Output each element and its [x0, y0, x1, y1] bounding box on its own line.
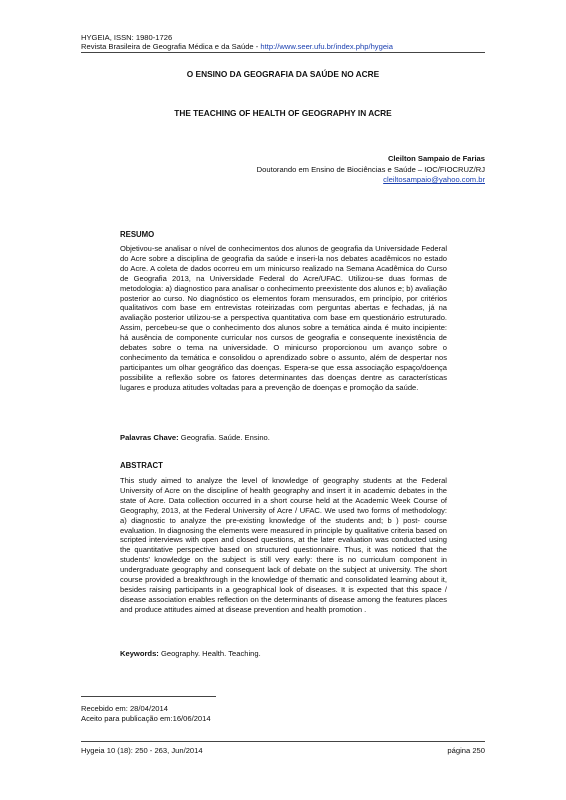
journal-name: HYGEIA, ISSN: 1980-1726 [81, 33, 173, 42]
palavras-chave-values: Geografia. Saúde. Ensino. [178, 433, 270, 442]
resumo-text: Objetivou-se analisar o nível de conhecimentos dos alunos de geografia da Universidade Federal do Acre sobre a disciplina de geografia da saúde e inseri-la nos debates acadêmicos no estado do Acre. A coleta de dados ocorreu em um minicurso realizado na Semana Acadêmica do Curso de Geografia 2013, na Universidade Federal do Acre/UFAC. Utilizou-se duas formas de metodologia: a) diagnostico para analisar o conhecimento preexistente dos alunos e; b) avaliação posterior ao curso. No diagnóstico os elementos foram mensurados, em princípio, por critérios qualitativos com base em entrevistas roteirizadas com perguntas abertas e fechadas, já na avaliação posterior utilizou-se a perspectiva quantitativa com base em questionário estruturado. Assim, percebeu-se que o conhecimento dos alunos sobre a temática ainda é muito incipiente: há ausência de componente curricular nos cursos de geografia e consequente inexistência de debates sobre o tema na universidade. O minicurso proporcionou um avanço sobre o conhecimento da temática e consolidou o aprendizado sobre o assunto, além de despertar nos participantes um olhar geográfico das doenças. Espera-se que essa associação espaço/doença possibilite a reflexão sobre os fatores determinantes das doenças dentre as características lugares e produza atitudes voltadas para a prevenção de doenças e promoção da saúde. [120, 244, 447, 392]
title-english: THE TEACHING OF HEALTH OF GEOGRAPHY IN ACRE [174, 108, 392, 118]
palavras-chave-label: Palavras Chave: [120, 433, 179, 442]
page-number: página 250 [447, 746, 485, 755]
received-date: Recebido em: 28/04/2014 [81, 704, 168, 713]
journal-subtitle: Revista Brasileira de Geografia Médica e da Saúde - [81, 42, 261, 52]
palavras-chave [120, 433, 270, 442]
header-divider [81, 52, 485, 53]
resumo-heading: RESUMO [120, 230, 155, 239]
footer-citation: Hygeia 10 (18): 250 - 263, Jun/2014 [81, 746, 203, 755]
keywords-values: Geography. Health. Teaching. [158, 649, 261, 658]
keywords-label: Keywords: [120, 649, 159, 658]
journal-subtitle-line [81, 42, 393, 51]
footnote-divider [81, 696, 216, 697]
author-block [257, 154, 485, 186]
footer-divider [81, 741, 485, 742]
author-name: Cleilton Sampaio de Farias [387, 154, 485, 163]
journal-url-link[interactable]: http://www.seer.ufu.br/index.php/hygeia [260, 42, 393, 52]
author-affiliation: Doutorando em Ensino de Biociências e Saúde – IOC/FIOCRUZ/RJ [256, 164, 485, 174]
keywords [120, 649, 261, 658]
abstract-heading: ABSTRACT [120, 461, 163, 470]
accepted-date: Aceito para publicação em:16/06/2014 [81, 714, 211, 724]
footnote [81, 704, 211, 725]
journal-header [81, 33, 393, 51]
abstract-text: This study aimed to analyze the level of knowledge of geography students at the Federal University of Acre on the discipline of health geography and insert it in academic debates in the state of Acre. Data collection occurred in a short course held at the Academic Week Course of Geography, 2013, at the Federal University of Acre / UFAC. We used two forms of methodology: a) diagnostic to analyze the pre-existing knowledge of the students and; b ) post- course evaluation. In diagnosing the elements were measured in principle by qualitative criteria based on scripted interviews with open and closed questions, at the later evaluation was conducted using the quantitative perspective based on structured questionnaire. Thus, it was noticed that the students' knowledge on the subject is still very early: there is no curriculum component in undergraduate geography and consequent lack of debate on the subject at university. The short course provided a breakthrough in the knowledge of thematic and consolidated learning about it, besides raising participants in a geographical look of diseases. It is expected that this space / disease association enables reflection on the determinants of disease among the features places and produce attitudes aimed at disease prevention and health promotion . [120, 476, 447, 614]
author-email-link[interactable]: cleiltosampaio@yahoo.com.br [383, 175, 485, 185]
title-portuguese: O ENSINO DA GEOGRAFIA DA SAÚDE NO ACRE [186, 69, 380, 79]
